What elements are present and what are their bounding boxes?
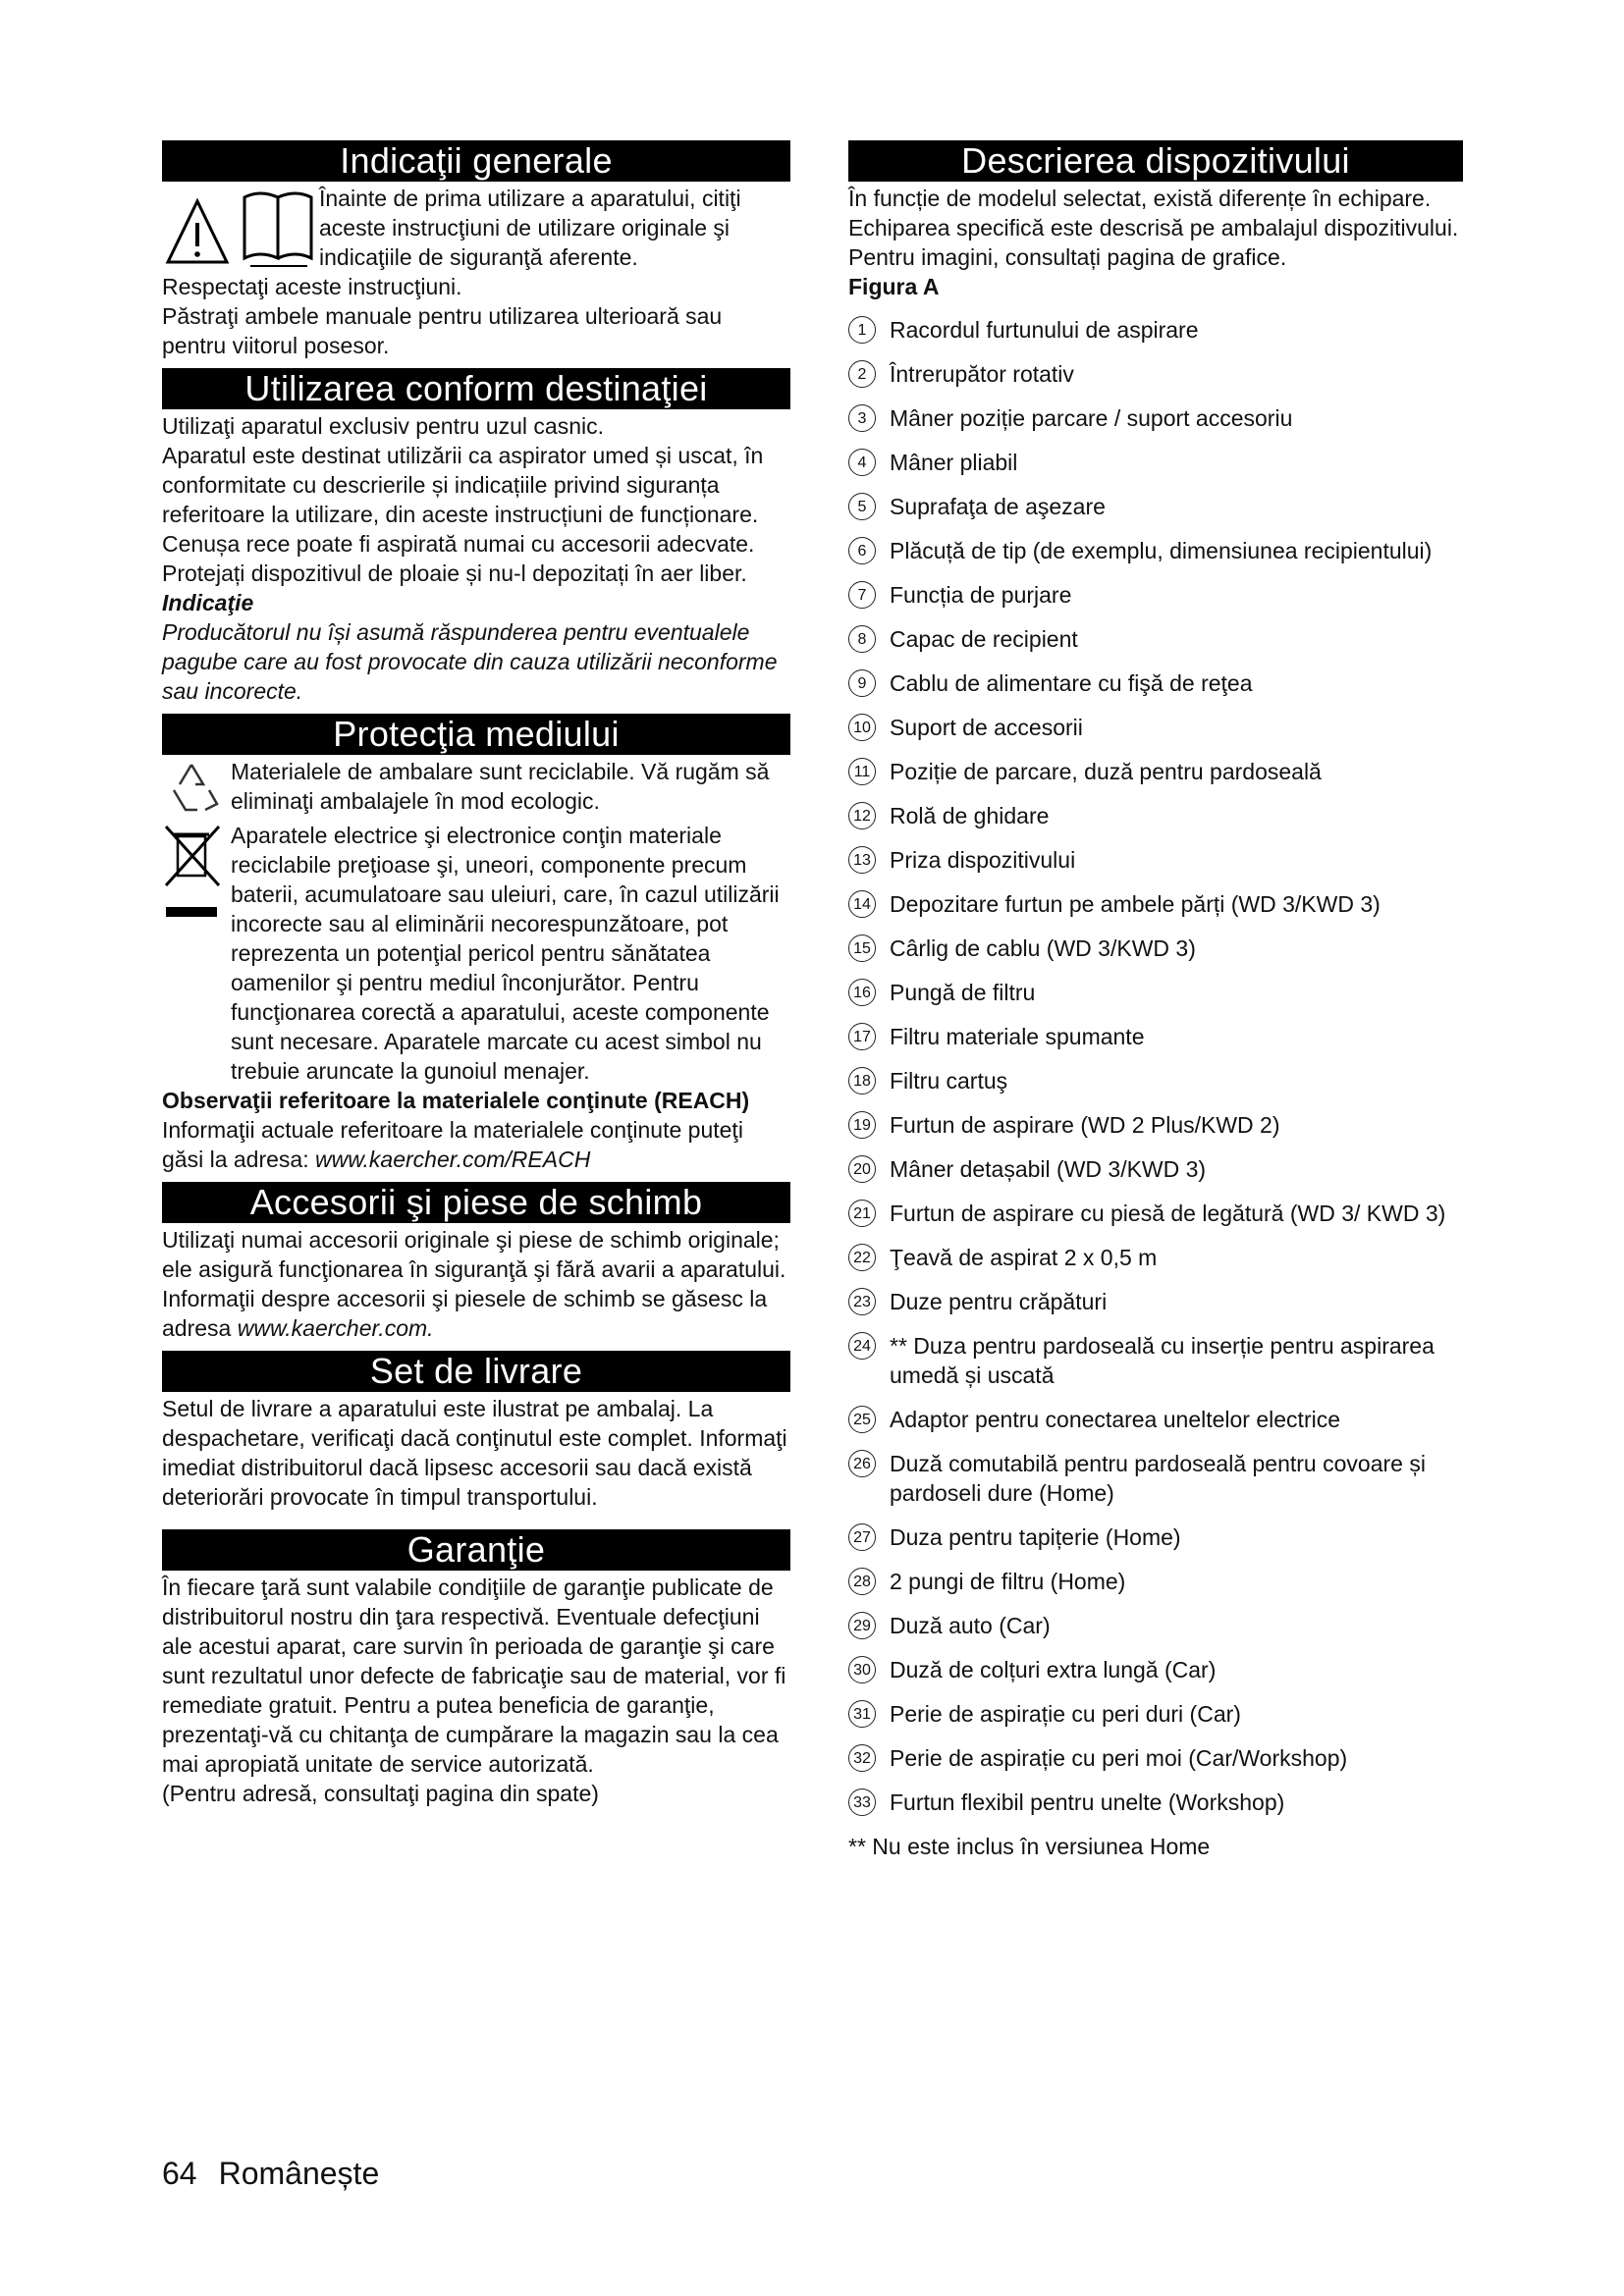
item-number-badge: 29 — [848, 1612, 876, 1639]
list-item — [848, 315, 1463, 345]
recycle-icon — [162, 757, 231, 821]
list-item — [848, 1743, 1463, 1773]
left-column — [162, 140, 790, 1808]
item-number-badge: 1 — [848, 316, 876, 344]
item-number-badge: 28 — [848, 1568, 876, 1595]
item-number-badge: 16 — [848, 979, 876, 1006]
description-p2: Pentru imagini, consultați pagina de grafice. — [848, 244, 1287, 270]
item-text: Furtun flexibil pentru unelte (Workshop) — [890, 1789, 1285, 1815]
list-item — [848, 757, 1463, 786]
item-number-badge: 32 — [848, 1744, 876, 1772]
item-text: Poziție de parcare, duză pentru pardoseală — [890, 759, 1322, 784]
item-number-badge: 2 — [848, 360, 876, 388]
item-text: Duză de colțuri extra lungă (Car) — [890, 1657, 1217, 1682]
heading-environment: Protecţia mediului — [162, 714, 790, 755]
item-number-badge: 20 — [848, 1155, 876, 1183]
crossed-bin-icon — [162, 821, 231, 1086]
list-item — [848, 492, 1463, 521]
footer-language: Românește — [218, 2156, 380, 2191]
list-item — [848, 1655, 1463, 1684]
env-p2: Aparatele electrice şi electronice conţin materiale reciclabile preţioase şi, uneori, componente precum baterii, acumulatoare sau uleiuri, care, în cazul utilizării incorecte sau al eliminării necorespunzătoare, pot reprezenta un potenţial pericol pentru sănătatea oamenilor şi pentru mediul înconjurător. Pentru funcţionarea corectă a aparatului, aceste componente sunt necesare. Aparatele marcate cu acest simbol nu trebuie aruncate la gunoiul menajer. — [231, 823, 780, 1084]
item-text: Perie de aspirație cu peri moi (Car/Workshop) — [890, 1745, 1348, 1771]
list-item — [848, 1567, 1463, 1596]
item-number-badge: 19 — [848, 1111, 876, 1139]
list-item — [848, 359, 1463, 389]
list-item — [848, 1199, 1463, 1228]
item-text: Plăcuță de tip (de exemplu, dimensiunea recipientului) — [890, 538, 1433, 563]
item-number-badge: 30 — [848, 1656, 876, 1683]
item-text: Întrerupător rotativ — [890, 361, 1074, 387]
book-icon — [239, 184, 327, 272]
item-number-badge: 5 — [848, 493, 876, 520]
item-number-badge: 4 — [848, 449, 876, 476]
list-item — [848, 889, 1463, 919]
item-number-badge: 8 — [848, 625, 876, 653]
item-number-badge: 7 — [848, 581, 876, 609]
item-text: Cârlig de cablu (WD 3/KWD 3) — [890, 935, 1196, 961]
description-p1: În funcție de modelul selectat, există diferențe în echipare. Echiparea specifică este descrisă pe ambalajul dispozitivului. — [848, 186, 1459, 240]
intro-text — [319, 184, 790, 272]
item-number-badge: 17 — [848, 1023, 876, 1050]
accessories-link[interactable]: www.kaercher.com. — [237, 1315, 434, 1341]
item-number-badge: 13 — [848, 846, 876, 874]
item-text: Cablu de alimentare cu fişă de reţea — [890, 670, 1253, 696]
item-number-badge: 12 — [848, 802, 876, 829]
intended-p1: Utilizaţi aparatul exclusiv pentru uzul casnic. — [162, 413, 604, 439]
list-item — [848, 801, 1463, 830]
item-number-badge: 21 — [848, 1200, 876, 1227]
page-footer — [162, 2156, 401, 2192]
heading-warranty: Garanţie — [162, 1529, 790, 1571]
item-number-badge: 31 — [848, 1700, 876, 1728]
list-item — [848, 403, 1463, 433]
warranty-p2: (Pentru adresă, consultaţi pagina din spate) — [162, 1781, 599, 1806]
figure-label: Figura A — [848, 274, 940, 299]
reach-text — [162, 1115, 790, 1174]
intended-p3: Cenușa rece poate fi aspirată numai cu accesorii adecvate. — [162, 531, 755, 557]
list-item — [848, 978, 1463, 1007]
list-item — [848, 448, 1463, 477]
list-item — [848, 1154, 1463, 1184]
item-text: Duză comutabilă pentru pardoseală pentru covoare și pardoseli dure (Home) — [890, 1451, 1426, 1506]
item-number-badge: 23 — [848, 1288, 876, 1315]
item-text: Perie de aspirație cu peri duri (Car) — [890, 1701, 1241, 1727]
item-number-badge: 11 — [848, 758, 876, 785]
item-number-badge: 25 — [848, 1406, 876, 1433]
general-intro — [162, 184, 790, 272]
accessories-p1: Utilizaţi numai accesorii originale şi piese de schimb originale; ele asigură funcţionarea în siguranţă şi fără avarii a aparatului. — [162, 1227, 786, 1282]
footnote: ** Nu este inclus în versiunea Home — [848, 1834, 1211, 1859]
reach-title: Observaţii referitoare la materialele conţinute (REACH) — [162, 1088, 750, 1113]
reach-link[interactable]: www.kaercher.com/REACH — [314, 1147, 591, 1172]
list-item — [848, 1611, 1463, 1640]
delivery-p1: Setul de livrare a aparatului este ilustrat pe ambalaj. La despachetare, verificaţi dacă conţinutul este complet. Informaţi imediat distribuitorul dacă lipsesc accesorii sau dacă există deteriorări provocate în timpul transportului. — [162, 1396, 787, 1510]
general-p2: Păstraţi ambele manuale pentru utilizarea ulterioară sau pentru viitorul posesor. — [162, 303, 723, 358]
list-item — [848, 1331, 1463, 1390]
heading-general: Indicaţii generale — [162, 140, 790, 182]
item-text: Duză auto (Car) — [890, 1613, 1051, 1638]
item-text: Mâner poziție parcare / suport accesoriu — [890, 405, 1293, 431]
list-item — [848, 1287, 1463, 1316]
item-text: 2 pungi de filtru (Home) — [890, 1569, 1126, 1594]
item-text: Mâner detașabil (WD 3/KWD 3) — [890, 1156, 1207, 1182]
component-list — [848, 315, 1463, 1817]
item-text: Filtru materiale spumante — [890, 1024, 1145, 1049]
item-text: Rolă de ghidare — [890, 803, 1050, 828]
list-item — [848, 1066, 1463, 1095]
item-text: Pungă de filtru — [890, 980, 1036, 1005]
general-intro-text: Înainte de prima utilizare a aparatului, citiţi aceste instrucţiuni de utilizare originale şi indicaţiile de siguranţă aferente. — [319, 186, 741, 270]
list-item — [848, 934, 1463, 963]
item-text: Adaptor pentru conectarea uneltelor electrice — [890, 1407, 1341, 1432]
note-text: Producătorul nu își asumă răspunderea pentru eventualele pagube care au fost provocate din cauza utilizării neconforme sau incorecte. — [162, 619, 778, 704]
right-column — [848, 140, 1463, 1861]
item-text: Duza pentru tapițerie (Home) — [890, 1524, 1181, 1550]
item-text: Capac de recipient — [890, 626, 1078, 652]
heading-intended-use: Utilizarea conform destinaţiei — [162, 368, 790, 409]
list-item — [848, 1110, 1463, 1140]
accessories-p2 — [162, 1284, 790, 1343]
list-item — [848, 1699, 1463, 1729]
list-item — [848, 1522, 1463, 1552]
item-number-badge: 10 — [848, 714, 876, 741]
item-text: Furtun de aspirare (WD 2 Plus/KWD 2) — [890, 1112, 1280, 1138]
reach-text-body: Informaţii actuale referitoare la materialele conţinute puteţi găsi la adresa: — [162, 1117, 743, 1172]
item-text: Funcția de purjare — [890, 582, 1072, 608]
env-p1: Materialele de ambalare sunt reciclabile. Vă rugăm să eliminaţi ambalajele în mod ecologic. — [231, 759, 770, 814]
general-p1: Respectaţi aceste instrucţiuni. — [162, 274, 462, 299]
item-number-badge: 9 — [848, 669, 876, 697]
item-number-badge: 26 — [848, 1450, 876, 1477]
item-text: Suport de accesorii — [890, 715, 1083, 740]
intended-p4: Protejați dispozitivul de ploaie și nu-l depozitați în aer liber. — [162, 561, 747, 586]
item-number-badge: 6 — [848, 537, 876, 564]
list-item — [848, 580, 1463, 610]
item-number-badge: 15 — [848, 934, 876, 962]
list-item — [848, 1788, 1463, 1817]
page-number: 64 — [162, 2156, 197, 2191]
list-item — [848, 845, 1463, 875]
item-text: Depozitare furtun pe ambele părți (WD 3/KWD 3) — [890, 891, 1380, 917]
list-item — [848, 536, 1463, 565]
item-text: Duze pentru crăpături — [890, 1289, 1108, 1314]
heading-accessories: Accesorii şi piese de schimb — [162, 1182, 790, 1223]
list-item — [848, 1022, 1463, 1051]
item-number-badge: 14 — [848, 890, 876, 918]
item-number-badge: 22 — [848, 1244, 876, 1271]
item-text: Filtru cartuş — [890, 1068, 1008, 1094]
item-text: Ţeavă de aspirat 2 x 0,5 m — [890, 1245, 1158, 1270]
warranty-p1: În fiecare ţară sunt valabile condiţiile de garanţie publicate de distribuitorul nostru din ţara respectivă. Eventuale defecţiuni ale acestui aparat, care survin în perioada de garanţie şi care sunt rezultatul unor defecte de fabricaţie sau de material, vor fi remediate gratuit. Pentru a putea beneficia de garanţie, prezentaţi-vă cu chitanţa de cumpărare la magazin sau la cea mai apropiată unitate de service autorizată. — [162, 1575, 786, 1777]
list-item — [848, 1449, 1463, 1508]
list-item — [848, 1405, 1463, 1434]
item-number-badge: 3 — [848, 404, 876, 432]
list-item — [848, 624, 1463, 654]
item-text: Furtun de aspirare cu piesă de legătură (WD 3/ KWD 3) — [890, 1201, 1446, 1226]
item-text: Racordul furtunului de aspirare — [890, 317, 1199, 343]
note-title: Indicaţie — [162, 590, 254, 615]
item-text: Priza dispozitivului — [890, 847, 1076, 873]
item-number-badge: 27 — [848, 1523, 876, 1551]
list-item — [848, 713, 1463, 742]
heading-delivery: Set de livrare — [162, 1351, 790, 1392]
heading-description: Descrierea dispozitivului — [848, 140, 1463, 182]
item-text: ** Duza pentru pardoseală cu inserție pentru aspirarea umedă și uscată — [890, 1333, 1435, 1388]
intro-icons — [162, 184, 319, 272]
item-number-badge: 24 — [848, 1332, 876, 1360]
item-text: Suprafaţa de aşezare — [890, 494, 1106, 519]
accessories-p2-body: Informaţii despre accesorii şi piesele de schimb se găsesc la adresa — [162, 1286, 768, 1341]
list-item — [848, 668, 1463, 698]
item-number-badge: 33 — [848, 1789, 876, 1816]
list-item — [848, 1243, 1463, 1272]
item-number-badge: 18 — [848, 1067, 876, 1095]
item-text: Mâner pliabil — [890, 450, 1018, 475]
intended-p2: Aparatul este destinat utilizării ca aspirator umed și uscat, în conformitate cu descrierile și indicațiile privind siguranța referitoare la utilizare, din aceste instrucțiuni de funcționare. — [162, 443, 764, 527]
env-recycle-row — [162, 757, 790, 821]
env-weee-row — [162, 821, 790, 1086]
